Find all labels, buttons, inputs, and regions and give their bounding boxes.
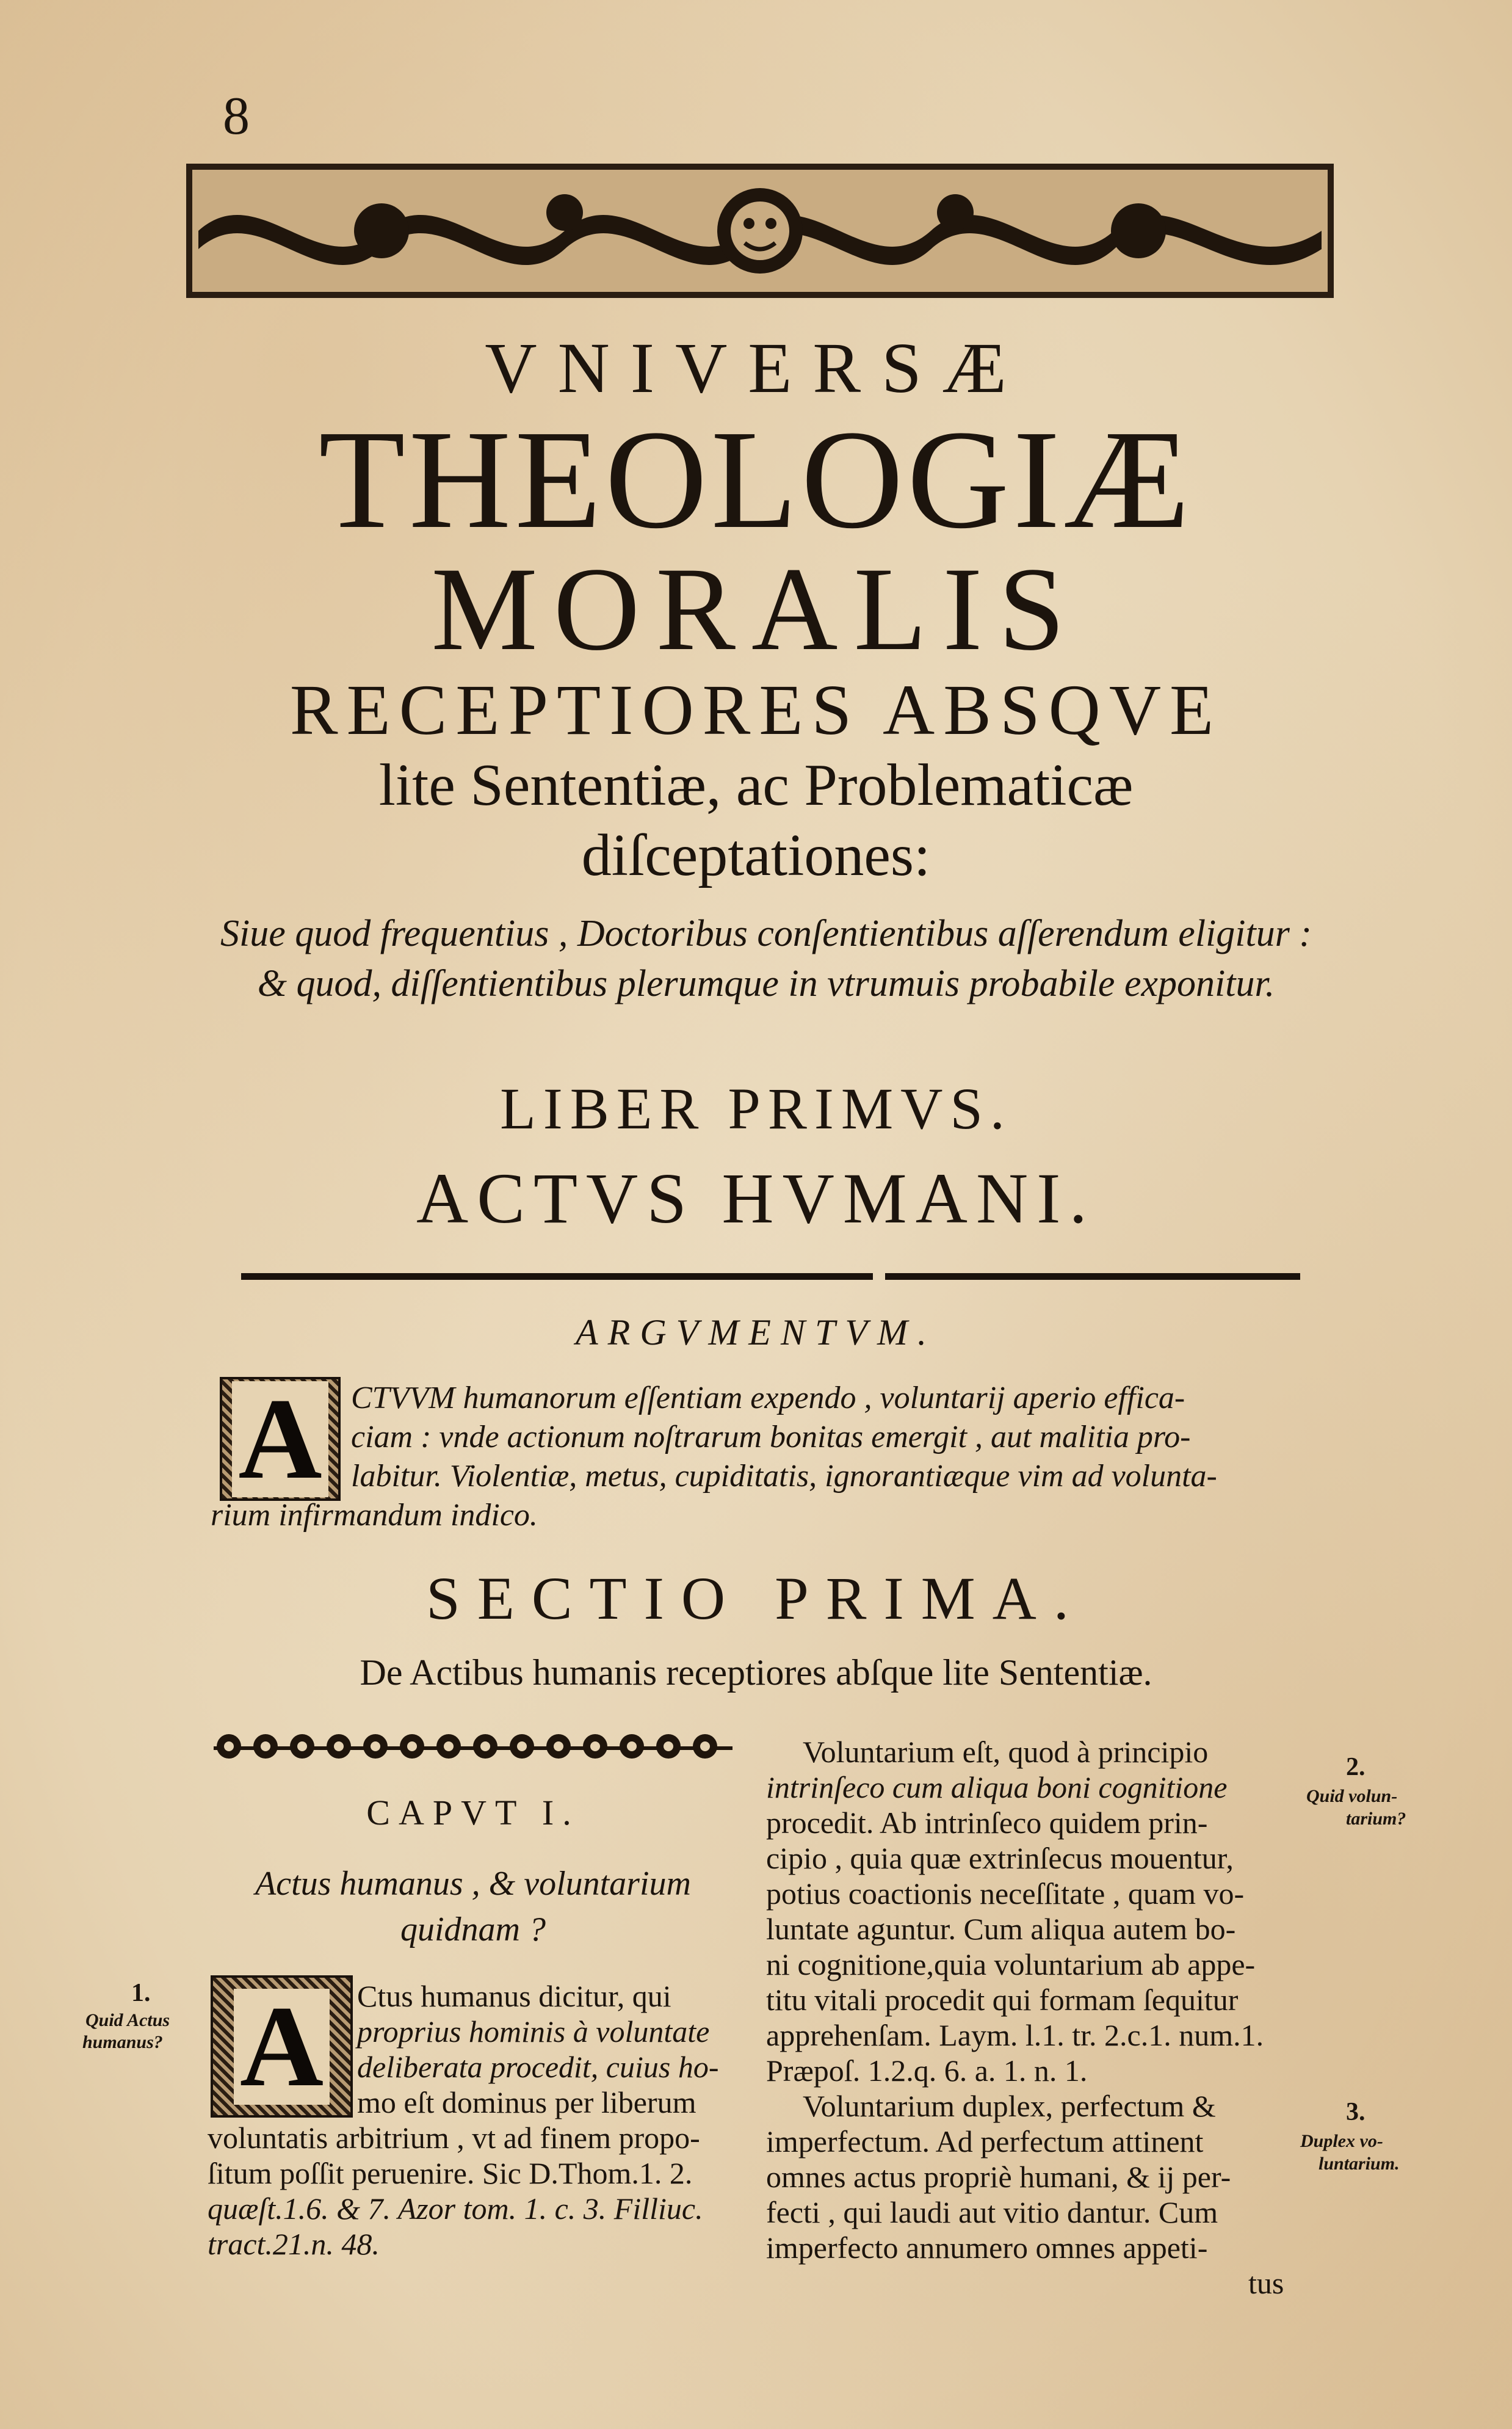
title-line-3: MORALIS xyxy=(431,543,1081,675)
right-line-8: titu vitali procedit qui formam ſequitur xyxy=(766,1983,1239,2017)
chapter-heading: CAPVT I. xyxy=(366,1793,580,1832)
right-line-9: apprehenſam. Laym. l.1. tr. 2.c.1. num.1. xyxy=(766,2018,1264,2052)
argument-line-3: labitur. Violentiæ, metus, cupiditatis, ignorantiæque vim ad volunta- xyxy=(351,1459,1217,1494)
left-line-4: mo eſt dominus per liberum xyxy=(357,2085,696,2119)
chapter-subtitle-1: Actus humanus , & voluntarium xyxy=(255,1865,691,1903)
section-subtitle: De Actibus humanis receptiores abſque lite Sententiæ. xyxy=(360,1652,1152,1693)
divider-rule-right xyxy=(885,1273,1300,1280)
right-line-6: luntate aguntur. Cum aliqua autem bo- xyxy=(766,1912,1236,1946)
fleuron-border xyxy=(214,1728,732,1765)
right-line-2: intrinſeco cum aliqua boni cognitione xyxy=(766,1770,1228,1804)
margin-note-1-line-1: Quid Actus xyxy=(85,2010,170,2030)
argument-line-4: rium infirmandum indico. xyxy=(211,1498,538,1533)
title-line-1: VNIVERSÆ xyxy=(485,328,1027,408)
page-number: 8 xyxy=(223,87,250,146)
margin-note-1-line-2: humanus? xyxy=(82,2032,163,2052)
right-line-14: fecti , qui laudi aut vitio dantur. Cum xyxy=(766,2195,1218,2229)
argument-dropcap-letter: A xyxy=(232,1381,328,1497)
margin-note-1-number: 1. xyxy=(131,1979,151,2007)
left-line-7: quæſt.1.6. & 7. Azor tom. 1. c. 3. Filliuc. xyxy=(208,2191,703,2226)
left-line-2: proprius hominis à voluntate xyxy=(357,2014,710,2049)
left-line-6: ſitum poſſit peruenire. Sic D.Thom.1. 2. xyxy=(208,2156,693,2190)
right-line-10: Præpoſ. 1.2.q. 6. a. 1. n. 1. xyxy=(766,2053,1088,2088)
left-line-8: tract.21.n. 48. xyxy=(208,2227,380,2261)
margin-note-2-number: 2. xyxy=(1346,1753,1366,1781)
right-line-13: omnes actus propriè humani, & ij per- xyxy=(766,2160,1231,2194)
chapter-dropcap-letter: A xyxy=(234,1989,330,2105)
margin-note-3-number: 3. xyxy=(1346,2098,1366,2126)
right-line-12: imperfectum. Ad perfectum attinent xyxy=(766,2124,1204,2159)
chapter-dropcap xyxy=(211,1975,353,2118)
chapter-subtitle-2: quidnam ? xyxy=(400,1911,546,1948)
margin-note-3-line-2: luntarium. xyxy=(1318,2154,1400,2174)
margin-note-2-line-2: tarium? xyxy=(1346,1809,1406,1829)
book-title: ACTVS HVMANI. xyxy=(416,1158,1096,1238)
argument-dropcap xyxy=(220,1374,341,1503)
ornamental-headpiece xyxy=(186,164,1334,298)
right-line-16: tus xyxy=(1248,2266,1284,2300)
right-line-15: imperfecto annumero omnes appeti- xyxy=(766,2231,1208,2265)
argument-line-2: ciam : vnde actionum noſtrarum bonitas emergit , aut malitia pro- xyxy=(351,1420,1191,1454)
title-subtitle: Siue quod frequentius , Doctoribus conſentientibus aſſerendum eligitur : & quod, diſſentientibus plerumque in vtrumuis probabile exponitur. xyxy=(220,913,1312,1004)
book-label: LIBER PRIMVS. xyxy=(500,1076,1012,1141)
argument-heading: ARGVMENTVM. xyxy=(576,1312,936,1352)
right-line-4: cipio , quia quæ extrinſecus mouentur, xyxy=(766,1841,1234,1875)
right-line-11: Voluntarium duplex, perfectum & xyxy=(803,2089,1216,2123)
divider-rule-left xyxy=(241,1273,873,1280)
left-line-3: deliberata procedit, cuius ho- xyxy=(357,2050,719,2084)
right-line-1: Voluntarium eſt, quod à principio xyxy=(803,1735,1209,1769)
left-line-1: Ctus humanus dicitur, qui xyxy=(357,1979,671,2013)
argument-line-1: CTVVM humanorum eſſentiam expendo , voluntarij aperio effica- xyxy=(351,1381,1185,1415)
right-line-5: potius coactionis neceſſitate , quam vo- xyxy=(766,1876,1245,1911)
margin-note-2-line-1: Quid volun- xyxy=(1306,1786,1398,1806)
section-title: SECTIO PRIMA. xyxy=(426,1564,1086,1632)
title-line-6: diſceptationes: xyxy=(581,822,931,888)
title-line-2: THEOLOGIÆ xyxy=(319,401,1193,558)
left-line-5: voluntatis arbitrium , vt ad finem propo- xyxy=(208,2121,700,2155)
title-line-5: lite Sententiæ, ac Problematicæ xyxy=(378,752,1134,818)
right-line-3: procedit. Ab intrinſeco quidem prin- xyxy=(766,1806,1208,1840)
title-line-4: RECEPTIORES ABSQVE xyxy=(289,670,1223,750)
margin-note-3-line-1: Duplex vo- xyxy=(1300,2131,1383,2151)
right-line-7: ni cognitione,quia voluntarium ab appe- xyxy=(766,1947,1256,1981)
